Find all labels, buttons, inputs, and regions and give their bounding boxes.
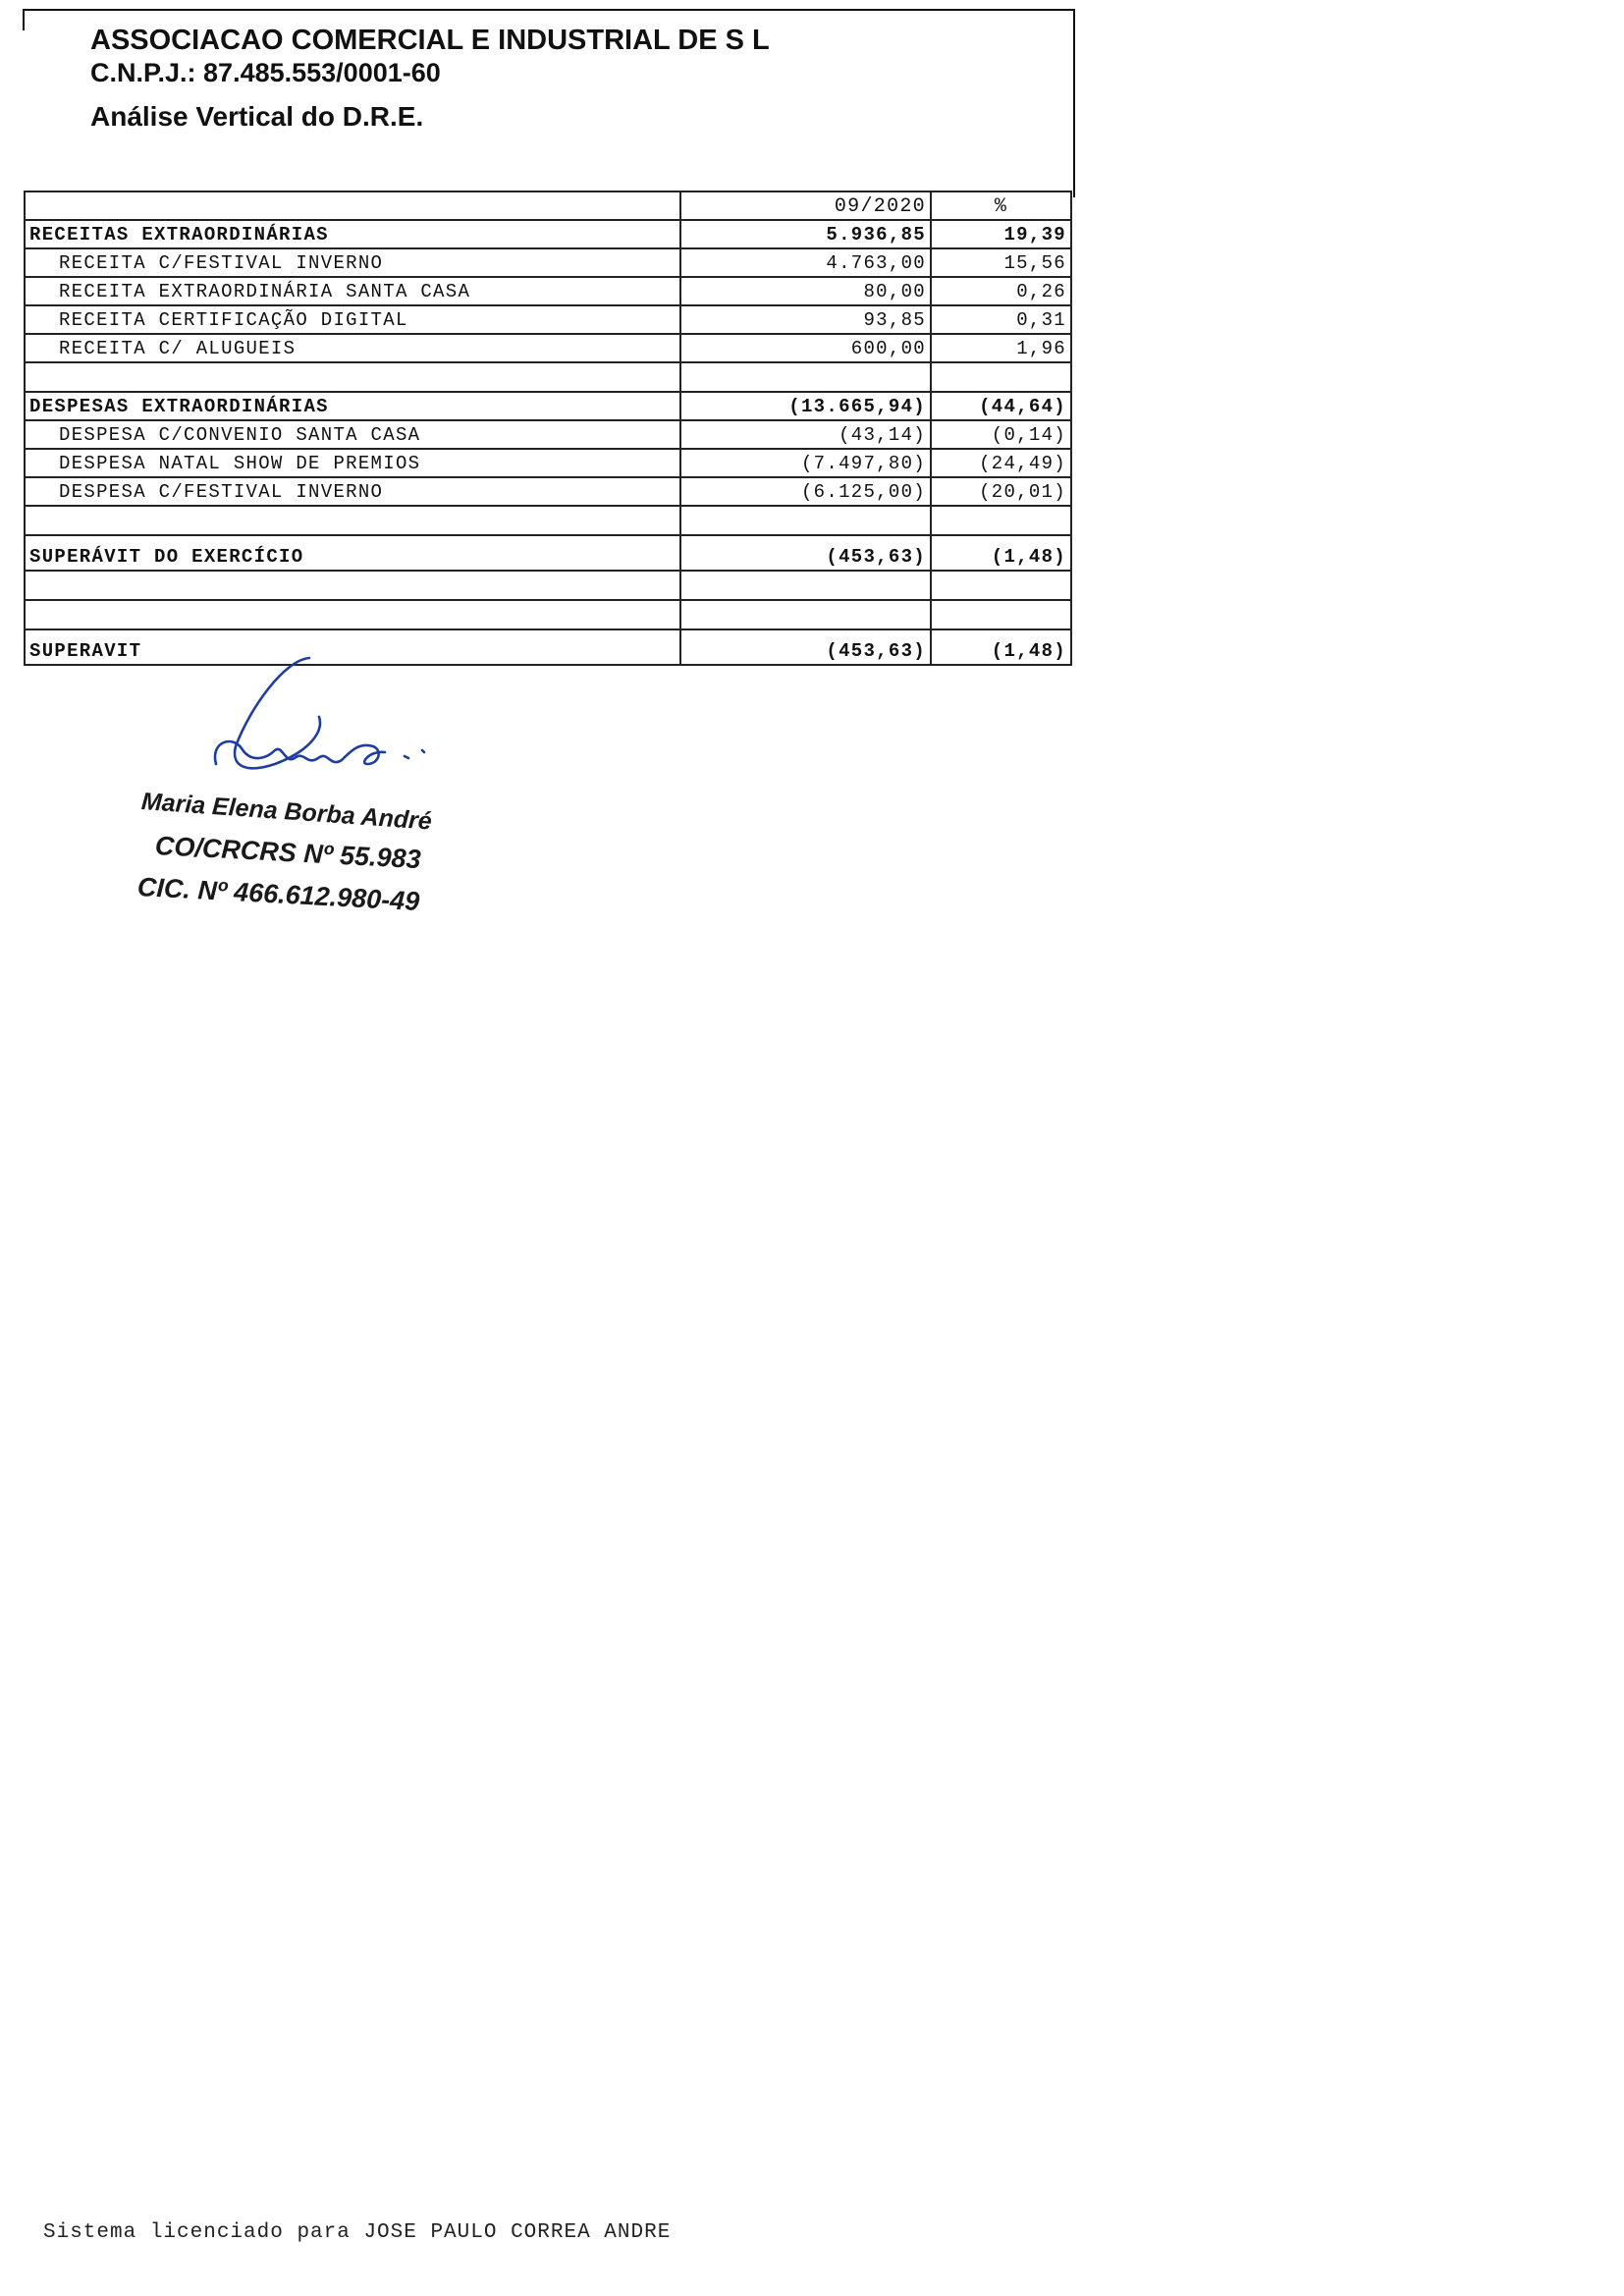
row-value: 4.763,00 — [680, 248, 931, 277]
row-label: DESPESA NATAL SHOW DE PREMIOS — [25, 449, 680, 477]
table-row-spacer — [25, 362, 1071, 392]
row-label: RECEITA C/FESTIVAL INVERNO — [25, 248, 680, 277]
empty-cell — [931, 571, 1071, 600]
table-row-spacer — [25, 600, 1071, 629]
license-footer: Sistema licenciado para JOSE PAULO CORREA ANDRE — [43, 2221, 672, 2244]
row-value: (453,63) — [680, 629, 931, 665]
report-title: Análise Vertical do D.R.E. — [90, 101, 424, 132]
row-label: SUPERÁVIT DO EXERCÍCIO — [25, 535, 680, 571]
row-label: RECEITA CERTIFICAÇÃO DIGITAL — [25, 305, 680, 334]
table-row — [25, 477, 1071, 506]
row-percent: (0,14) — [931, 420, 1071, 449]
table-header-row — [25, 191, 1071, 220]
company-cnpj: C.N.P.J.: 87.485.553/0001-60 — [90, 58, 441, 87]
row-percent: 1,96 — [931, 334, 1071, 362]
row-label: DESPESA C/CONVENIO SANTA CASA — [25, 420, 680, 449]
row-label: DESPESA C/FESTIVAL INVERNO — [25, 477, 680, 506]
row-value: (6.125,00) — [680, 477, 931, 506]
row-value: 93,85 — [680, 305, 931, 334]
stamp-cic: CIC. Nº 466.612.980-49 — [136, 872, 420, 917]
row-percent: (1,48) — [931, 535, 1071, 571]
row-value: 80,00 — [680, 277, 931, 305]
table-row — [25, 334, 1071, 362]
table-row-spacer — [25, 571, 1071, 600]
company-name: ASSOCIACAO COMERCIAL E INDUSTRIAL DE S L — [90, 25, 770, 56]
row-label: DESPESAS EXTRAORDINÁRIAS — [25, 392, 680, 420]
row-value: (7.497,80) — [680, 449, 931, 477]
empty-cell — [25, 506, 680, 535]
row-value: 5.936,85 — [680, 220, 931, 248]
column-header-percent: % — [931, 191, 1071, 220]
empty-cell — [931, 600, 1071, 629]
row-value: (453,63) — [680, 535, 931, 571]
empty-cell — [680, 362, 931, 392]
row-percent: 15,56 — [931, 248, 1071, 277]
empty-cell — [931, 506, 1071, 535]
empty-cell — [680, 571, 931, 600]
empty-cell — [931, 362, 1071, 392]
empty-cell — [25, 571, 680, 600]
empty-cell — [680, 600, 931, 629]
column-header-period: 09/2020 — [680, 191, 931, 220]
stamp-registry: CO/CRCRS Nº 55.983 — [154, 831, 422, 875]
row-percent: (24,49) — [931, 449, 1071, 477]
row-percent: 0,31 — [931, 305, 1071, 334]
row-percent: (1,48) — [931, 629, 1071, 665]
signature-block — [137, 648, 491, 923]
dre-table — [24, 191, 1072, 666]
row-label: RECEITA EXTRAORDINÁRIA SANTA CASA — [25, 277, 680, 305]
row-value: 600,00 — [680, 334, 931, 362]
row-percent: (44,64) — [931, 392, 1071, 420]
table-row-group — [25, 220, 1071, 248]
row-label: RECEITAS EXTRAORDINÁRIAS — [25, 220, 680, 248]
handwritten-signature — [137, 648, 471, 795]
table-row — [25, 449, 1071, 477]
table-row — [25, 305, 1071, 334]
empty-cell — [25, 600, 680, 629]
empty-cell — [680, 506, 931, 535]
row-percent: 19,39 — [931, 220, 1071, 248]
stamp-name: Maria Elena Borba André — [140, 788, 433, 836]
row-label: SUPERAVIT — [25, 629, 680, 665]
row-percent: 0,26 — [931, 277, 1071, 305]
table-row — [25, 420, 1071, 449]
table-row-group — [25, 392, 1071, 420]
table-row — [25, 277, 1071, 305]
table-row-spacer — [25, 506, 1071, 535]
row-label: RECEITA C/ ALUGUEIS — [25, 334, 680, 362]
row-value: (13.665,94) — [680, 392, 931, 420]
row-value: (43,14) — [680, 420, 931, 449]
table-row-group — [25, 535, 1071, 571]
header-description-cell — [25, 191, 680, 220]
row-percent: (20,01) — [931, 477, 1071, 506]
empty-cell — [25, 362, 680, 392]
table-row — [25, 248, 1071, 277]
